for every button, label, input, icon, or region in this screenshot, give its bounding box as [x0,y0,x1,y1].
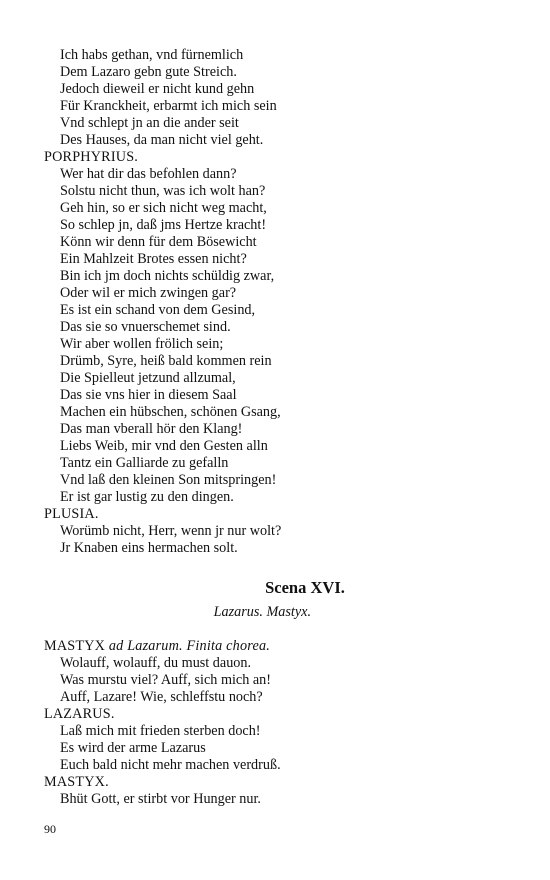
verse-text: Liebs Weib, mir vnd den Gesten alln [60,438,268,454]
verse-line [0,757,550,774]
speaker-label: MASTYX. [44,774,109,790]
verse-text: Solstu nicht thun, was ich wolt han? [60,183,266,199]
verse-line [0,370,550,387]
speaker-label: LAZARUS. [44,706,115,722]
verse-text: Worümb nicht, Herr, wenn jr nur wolt? [60,523,282,539]
verse-line [0,183,550,200]
verse-text: Bin ich jm doch nichts schüldig zwar, [60,268,275,284]
speaker-label: PLUSIA. [44,506,99,522]
verse-text: Es wird der arme Lazarus [60,740,206,756]
verse-line [0,285,550,302]
verse-text: Das sie vns hier in diesem Saal [60,387,237,403]
verse-text: Es ist ein schand von dem Gesind, [60,302,256,318]
verse-text: Ich habs gethan, vnd fürnemlich [60,47,244,63]
speaker-name [0,149,550,166]
verse-text: Könn wir denn für dem Bösewicht [60,234,257,250]
verse-text: Das man vberall hör den Klang! [60,421,243,437]
stage-direction: ad Lazarum. Finita chorea. [105,638,270,654]
scene-persons: Lazarus. Mastyx. [213,604,311,620]
dialogue-top [0,47,550,557]
verse-text: Bhüt Gott, er stirbt vor Hunger nur. [60,791,261,807]
verse-text: Für Kranckheit, erbarmt ich mich sein [60,98,277,114]
speaker-label: MASTYX [44,638,106,654]
verse-text: Ein Mahlzeit Brotes essen nicht? [60,251,247,267]
verse-text: Er ist gar lustig zu den dingen. [60,489,234,505]
verse-text: Drümb, Syre, heiß bald kommen rein [60,353,272,369]
verse-line [0,455,550,472]
speaker-name [0,706,550,723]
verse-line [0,319,550,336]
verse-text: Laß mich mit frieden sterben doch! [60,723,261,739]
verse-line [0,217,550,234]
verse-text: Wer hat dir das befohlen dann? [60,166,237,182]
verse-line [0,336,550,353]
verse-text: Wolauff, wolauff, du must dauon. [60,655,252,671]
verse-line [0,81,550,98]
dialogue-bottom [0,638,550,808]
verse-line [0,166,550,183]
verse-line [0,523,550,540]
verse-text: Des Hauses, da man nicht viel geht. [60,132,264,148]
verse-text: Euch bald nicht mehr machen verdruß. [60,757,281,773]
verse-text: Dem Lazaro gebn gute Streich. [60,64,237,80]
verse-line [0,723,550,740]
verse-line [0,489,550,506]
verse-text: So schlep jn, daß jms Hertze kracht! [60,217,267,233]
verse-line [0,740,550,757]
verse-line [0,132,550,149]
speaker-name [0,506,550,523]
verse-line [0,200,550,217]
speaker-name [0,774,550,791]
verse-text: Machen ein hübschen, schönen Gsang, [60,404,281,420]
verse-line [0,268,550,285]
verse-line [0,353,550,370]
verse-text: Auff, Lazare! Wie, schleffstu noch? [60,689,263,705]
verse-text: Vnd schlept jn an die ander seit [60,115,239,131]
verse-text: Oder wil er mich zwingen gar? [60,285,237,301]
verse-line [0,438,550,455]
verse-line [0,251,550,268]
verse-line [0,64,550,81]
verse-text: Geh hin, so er sich nicht weg macht, [60,200,267,216]
verse-line [0,689,550,706]
verse-line [0,672,550,689]
verse-line [0,115,550,132]
speaker-label: PORPHYRIUS. [44,149,139,165]
scene-title: Scena XVI. [265,578,345,597]
verse-text: Die Spielleut jetzund allzumal, [60,370,236,386]
verse-text: Was murstu viel? Auff, sich mich an! [60,672,271,688]
page-number: 90 [44,822,56,836]
verse-text: Jedoch dieweil er nicht kund gehn [60,81,255,97]
verse-text: Das sie so vnuerschemet sind. [60,319,231,335]
verse-line [0,47,550,64]
verse-line [0,234,550,251]
verse-text: Wir aber wollen frölich sein; [60,336,224,352]
verse-line [0,655,550,672]
verse-line [0,302,550,319]
verse-text: Jr Knaben eins hermachen solt. [60,540,238,556]
verse-line [0,472,550,489]
verse-text: Vnd laß den kleinen Son mitspringen! [60,472,277,488]
verse-line [0,421,550,438]
verse-line [0,387,550,404]
speaker-name [0,638,550,655]
verse-line [0,540,550,557]
verse-line [0,791,550,808]
verse-text: Tantz ein Galliarde zu gefalln [60,455,229,471]
verse-line [0,98,550,115]
verse-line [0,404,550,421]
